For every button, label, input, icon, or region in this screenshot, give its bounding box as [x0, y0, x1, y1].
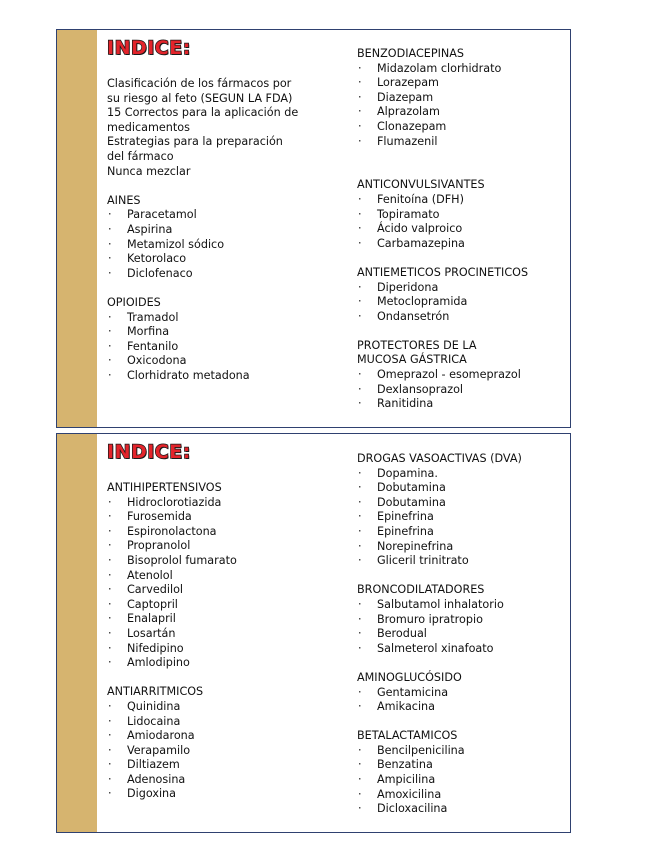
list-item: · Amiodarona	[108, 729, 195, 743]
bullet-dot: ·	[358, 787, 362, 801]
list-item: · Alprazolam	[358, 105, 440, 119]
list-item: · Clonazepam	[358, 119, 447, 133]
list-item: · Fenitoína (DFH)	[358, 192, 464, 206]
list-item: · Bromuro ipratropio	[358, 612, 483, 626]
list-item: · Flumazenil	[358, 134, 438, 148]
bullet-dot: ·	[108, 368, 112, 382]
list-item: · Bencilpenicilina	[358, 743, 465, 757]
list-item: · Furosemida	[108, 510, 192, 524]
index-card-1	[56, 29, 571, 428]
list-item: · Norepinefrina	[358, 539, 454, 553]
list-item: · Diclofenaco	[108, 266, 193, 280]
bullet-dot: ·	[358, 641, 362, 655]
bullet-dot: ·	[108, 354, 112, 368]
bullet-dot: ·	[358, 295, 362, 309]
list-item: · Benzatina	[358, 758, 433, 772]
bullet-dot: ·	[108, 222, 112, 236]
list-item: · Verapamilo	[108, 743, 191, 757]
list-item: · Epinefrina	[358, 524, 434, 538]
list-item: · Digoxina	[108, 787, 176, 801]
list-item: · Paracetamol	[108, 208, 197, 222]
list-item: · Dexlansoprazol	[358, 382, 464, 396]
list-item: · Ampicilina	[358, 773, 436, 787]
list-item: · Carbamazepina	[358, 236, 465, 250]
section-heading-protectores: PROTECTORES DE LA	[357, 338, 477, 352]
bullet-dot: ·	[108, 743, 112, 757]
list-item: · Ketorolaco	[108, 252, 187, 266]
list-item: · Ácido valproico	[358, 222, 463, 236]
bullet-dot: ·	[108, 325, 112, 339]
list-item: · Carvedilol	[108, 583, 184, 597]
right-column	[357, 452, 522, 817]
list-item: · Amoxicilina	[358, 787, 442, 801]
list-item: · Ondansetrón	[358, 309, 450, 323]
bullet-dot: ·	[358, 743, 362, 757]
bullet-dot: ·	[358, 627, 362, 641]
list-item: · Gliceril trinitrato	[358, 554, 469, 568]
index-title: INDICE:	[107, 441, 191, 463]
list-item: · Oxicodona	[108, 354, 187, 368]
section-heading-opioides: OPIOIDES	[107, 295, 161, 309]
list-item: · Epinefrina	[358, 510, 434, 524]
intro-line: del fármaco	[107, 149, 174, 163]
list-item: · Bisoprolol fumarato	[108, 553, 237, 567]
bullet-dot: ·	[108, 539, 112, 553]
bullet-dot: ·	[358, 554, 362, 568]
bullet-dot: ·	[108, 787, 112, 801]
index-title: INDICE:	[107, 37, 191, 59]
list-item: · Atenolol	[108, 568, 173, 582]
list-item: · Adenosina	[108, 772, 186, 786]
section-heading-broncodilatadores: BRONCODILATADORES	[357, 583, 485, 597]
bullet-dot: ·	[358, 76, 362, 90]
bullet-dot: ·	[358, 61, 362, 75]
bullet-dot: ·	[108, 699, 112, 713]
list-item: · Clorhidrato metadona	[108, 368, 250, 382]
list-item: · Propranolol	[108, 539, 191, 553]
list-item: · Morfina	[108, 325, 170, 339]
bullet-dot: ·	[108, 568, 112, 582]
left-column	[107, 77, 321, 383]
section-heading-antiarritmicos: ANTIARRITMICOS	[107, 685, 204, 699]
section-heading-antihipertensivos: ANTIHIPERTENSIVOS	[107, 481, 222, 494]
bullet-dot: ·	[108, 612, 112, 626]
intro-line: su riesgo al feto (SEGUN LA FDA)	[107, 91, 293, 105]
bullet-dot: ·	[358, 758, 362, 772]
bullet-dot: ·	[358, 368, 362, 382]
list-item: · Midazolam clorhidrato	[358, 61, 502, 75]
section-heading-aminoglucosido: AMINOGLUCÓSIDO	[357, 670, 462, 684]
list-item: · Hidroclorotiazida	[108, 495, 222, 509]
bullet-dot: ·	[358, 802, 362, 816]
section-heading-protectores-2: MUCOSA GÁSTRICA	[357, 353, 467, 367]
bullet-dot: ·	[358, 119, 362, 133]
bullet-dot: ·	[358, 466, 362, 480]
list-item: · Metoclopramida	[358, 295, 468, 309]
section-heading-benzodiacepinas: BENZODIACEPINAS	[357, 47, 465, 60]
section-heading-drogas-vasoactivas: DROGAS VASOACTIVAS (DVA)	[357, 452, 522, 465]
list-item: · Dopamina.	[358, 466, 438, 480]
list-item: · Amlodipino	[108, 656, 190, 670]
bullet-dot: ·	[358, 192, 362, 206]
intro-line: Estrategias para la preparación	[107, 135, 283, 149]
list-item: · Nifedipino	[108, 641, 184, 655]
bullet-dot: ·	[358, 134, 362, 148]
list-item: · Dobutamina	[358, 481, 446, 495]
list-item: · Diltiazem	[108, 758, 180, 772]
list-item: · Quinidina	[108, 699, 181, 713]
list-item: · Lidocaina	[108, 714, 181, 728]
bullet-dot: ·	[108, 729, 112, 743]
list-item: · Salbutamol inhalatorio	[358, 597, 504, 611]
list-item: · Tramadol	[108, 310, 179, 324]
bullet-dot: ·	[358, 280, 362, 294]
list-item: · Losartán	[108, 626, 176, 640]
section-heading-aines: AINES	[107, 193, 141, 207]
bullet-dot: ·	[108, 641, 112, 655]
index-card-2	[56, 433, 571, 833]
bullet-dot: ·	[108, 524, 112, 538]
gold-side-strip	[57, 30, 97, 427]
list-item: · Ranitidina	[358, 397, 434, 411]
bullet-dot: ·	[358, 105, 362, 119]
bullet-dot: ·	[108, 656, 112, 670]
bullet-dot: ·	[358, 773, 362, 787]
section-heading-betalactamicos: BETALACTAMICOS	[357, 729, 458, 743]
list-item: · Amikacina	[358, 700, 436, 714]
bullet-dot: ·	[358, 397, 362, 411]
bullet-dot: ·	[358, 309, 362, 323]
list-item: · Aspirina	[108, 222, 173, 236]
bullet-dot: ·	[108, 626, 112, 640]
bullet-dot: ·	[108, 339, 112, 353]
bullet-dot: ·	[108, 553, 112, 567]
bullet-dot: ·	[108, 266, 112, 280]
bullet-dot: ·	[358, 524, 362, 538]
bullet-dot: ·	[108, 208, 112, 222]
bullet-dot: ·	[358, 612, 362, 626]
list-item: · Berodual	[358, 627, 427, 641]
gold-side-strip	[57, 434, 97, 832]
list-item: · Diperidona	[358, 280, 439, 294]
list-item: · Fentanilo	[108, 339, 179, 353]
list-item: · Omeprazol - esomeprazol	[358, 368, 521, 382]
intro-text	[107, 77, 321, 179]
bullet-dot: ·	[358, 700, 362, 714]
left-column	[107, 481, 237, 802]
list-item: · Captopril	[108, 597, 178, 611]
bullet-dot: ·	[358, 236, 362, 250]
section-heading-antiemeticos: ANTIEMETICOS PROCINETICOS	[357, 265, 529, 279]
list-item: · Dobutamina	[358, 495, 446, 509]
bullet-dot: ·	[108, 252, 112, 266]
bullet-dot: ·	[358, 685, 362, 699]
section-heading-anticonvulsivantes: ANTICONVULSIVANTES	[357, 178, 485, 192]
bullet-dot: ·	[358, 495, 362, 509]
bullet-dot: ·	[108, 772, 112, 786]
bullet-dot: ·	[108, 597, 112, 611]
list-item: · Diazepam	[358, 90, 434, 104]
list-item: · Enalapril	[108, 612, 176, 626]
list-item: · Dicloxacilina	[358, 802, 448, 816]
bullet-dot: ·	[358, 597, 362, 611]
bullet-dot: ·	[108, 758, 112, 772]
bullet-dot: ·	[358, 90, 362, 104]
intro-line: medicamentos	[107, 120, 190, 134]
list-item: · Metamizol sódico	[108, 237, 225, 251]
bullet-dot: ·	[108, 714, 112, 728]
list-item: · Salmeterol xinafoato	[358, 641, 494, 655]
bullet-dot: ·	[358, 481, 362, 495]
bullet-dot: ·	[108, 495, 112, 509]
bullet-dot: ·	[358, 382, 362, 396]
list-item: · Gentamicina	[358, 685, 449, 699]
bullet-dot: ·	[358, 539, 362, 553]
intro-line: Nunca mezclar	[107, 164, 191, 178]
bullet-dot: ·	[358, 222, 362, 236]
bullet-dot: ·	[108, 583, 112, 597]
list-item: · Espironolactona	[108, 524, 217, 538]
list-item: · Topiramato	[358, 207, 440, 221]
bullet-dot: ·	[358, 207, 362, 221]
bullet-dot: ·	[358, 510, 362, 524]
right-column	[357, 47, 528, 412]
bullet-dot: ·	[108, 310, 112, 324]
bullet-dot: ·	[108, 237, 112, 251]
bullet-dot: ·	[108, 510, 112, 524]
intro-line: 15 Correctos para la aplicación de	[107, 106, 299, 120]
list-item: · Lorazepam	[358, 76, 439, 90]
intro-line: Clasificación de los fármacos por	[107, 77, 292, 90]
